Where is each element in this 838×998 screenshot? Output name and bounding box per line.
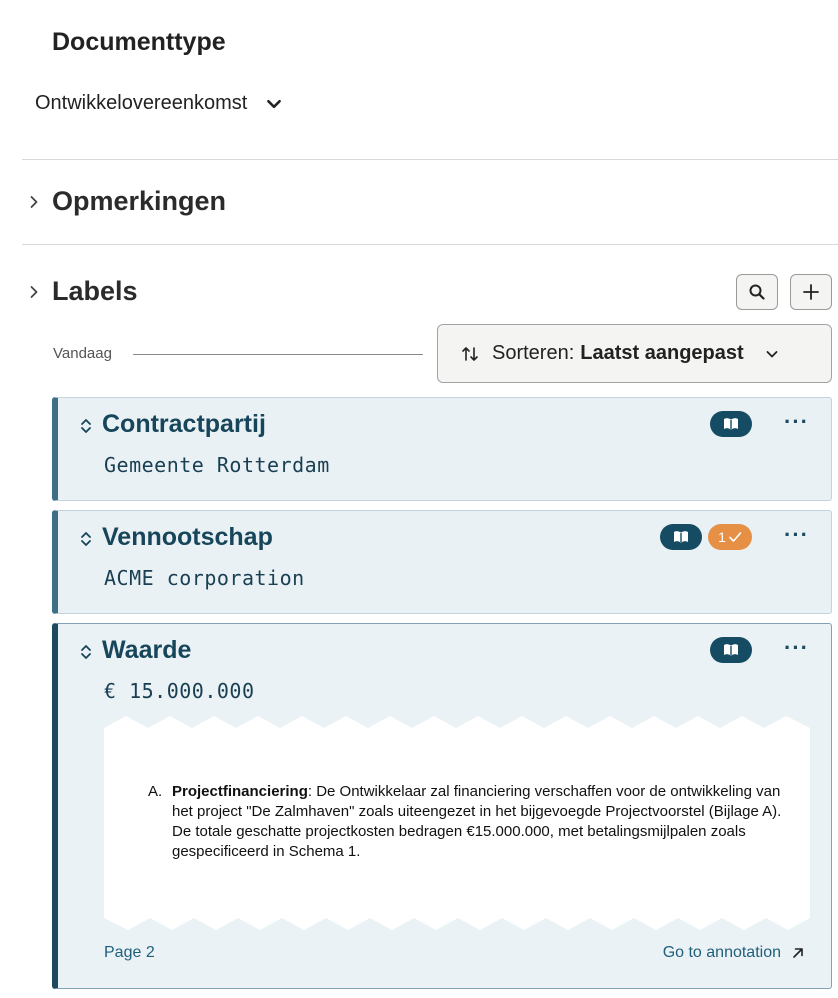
more-options-button[interactable]: ··· <box>784 522 809 547</box>
verification-badge[interactable] <box>708 524 752 550</box>
chevron-down-icon <box>265 95 283 113</box>
divider <box>22 159 838 160</box>
label-card[interactable] <box>52 397 832 501</box>
go-to-annotation-label: Go to annotation <box>662 944 781 961</box>
remarks-section-toggle[interactable] <box>26 186 226 217</box>
chevron-down-icon <box>764 346 780 362</box>
chevron-right-icon <box>26 284 42 300</box>
remarks-section-title: Opmerkingen <box>52 186 227 216</box>
document-snippet <box>104 714 810 932</box>
document-type-heading: Documenttype <box>52 28 226 56</box>
search-labels-button[interactable] <box>736 274 778 310</box>
document-icon <box>672 530 690 544</box>
sort-arrows-icon <box>460 344 480 364</box>
sort-value: Laatst aangepast <box>580 342 744 364</box>
document-source-badge[interactable] <box>660 524 702 550</box>
document-source-badge[interactable] <box>710 637 752 663</box>
search-icon <box>748 283 766 301</box>
expand-collapse-icon[interactable] <box>78 642 94 662</box>
checkmark-icon <box>728 530 742 544</box>
sort-prefix: Sorteren: <box>492 342 575 364</box>
list-marker: A. <box>148 783 163 800</box>
label-card-value: € 15.000.000 <box>104 679 255 703</box>
divider <box>22 244 838 245</box>
document-type-select[interactable] <box>35 92 283 115</box>
label-card[interactable] <box>52 510 832 614</box>
expand-collapse-icon[interactable] <box>78 529 94 549</box>
page-link[interactable]: Page 2 <box>104 944 155 961</box>
go-to-annotation-link[interactable] <box>663 944 805 962</box>
label-card-value: ACME corporation <box>104 566 305 590</box>
add-label-button[interactable] <box>790 274 832 310</box>
expand-collapse-icon[interactable] <box>78 416 94 436</box>
document-icon <box>722 643 740 657</box>
label-card-value: Gemeente Rotterdam <box>104 453 330 477</box>
sort-dropdown[interactable] <box>437 324 832 383</box>
highlighted-term: Projectfinanciering <box>172 783 308 800</box>
snippet-text: : De Ontwikkelaar zal financiering verschaffen voor de ontwikkeling van het project "De Zalmhaven" zoals uiteengezet in het bijgevoegde Projectvoorstel (Bijlage A). De totale geschatte projectkosten bedragen €15.000.000, met betalingsmijlpalen zoals gespecificeerd in Schema 1. <box>172 783 782 860</box>
arrow-up-right-icon <box>791 946 805 960</box>
group-label-today: Vandaag <box>53 345 112 362</box>
label-card-expanded[interactable] <box>52 623 832 989</box>
label-card-title: Contractpartij <box>102 410 266 438</box>
document-source-badge[interactable] <box>710 411 752 437</box>
labels-section-title: Labels <box>52 276 138 306</box>
more-options-button[interactable]: ··· <box>784 635 809 660</box>
group-divider <box>133 354 423 355</box>
chevron-right-icon <box>26 194 42 210</box>
snippet-passage <box>148 782 788 862</box>
plus-icon <box>802 283 820 301</box>
label-card-title: Vennootschap <box>102 523 273 551</box>
labels-section-toggle[interactable] <box>26 276 138 307</box>
label-card-title: Waarde <box>102 636 192 664</box>
more-options-button[interactable]: ··· <box>784 409 809 434</box>
document-type-value: Ontwikkelovereenkomst <box>35 92 248 114</box>
document-icon <box>722 417 740 431</box>
verification-count: 1 <box>718 529 726 545</box>
